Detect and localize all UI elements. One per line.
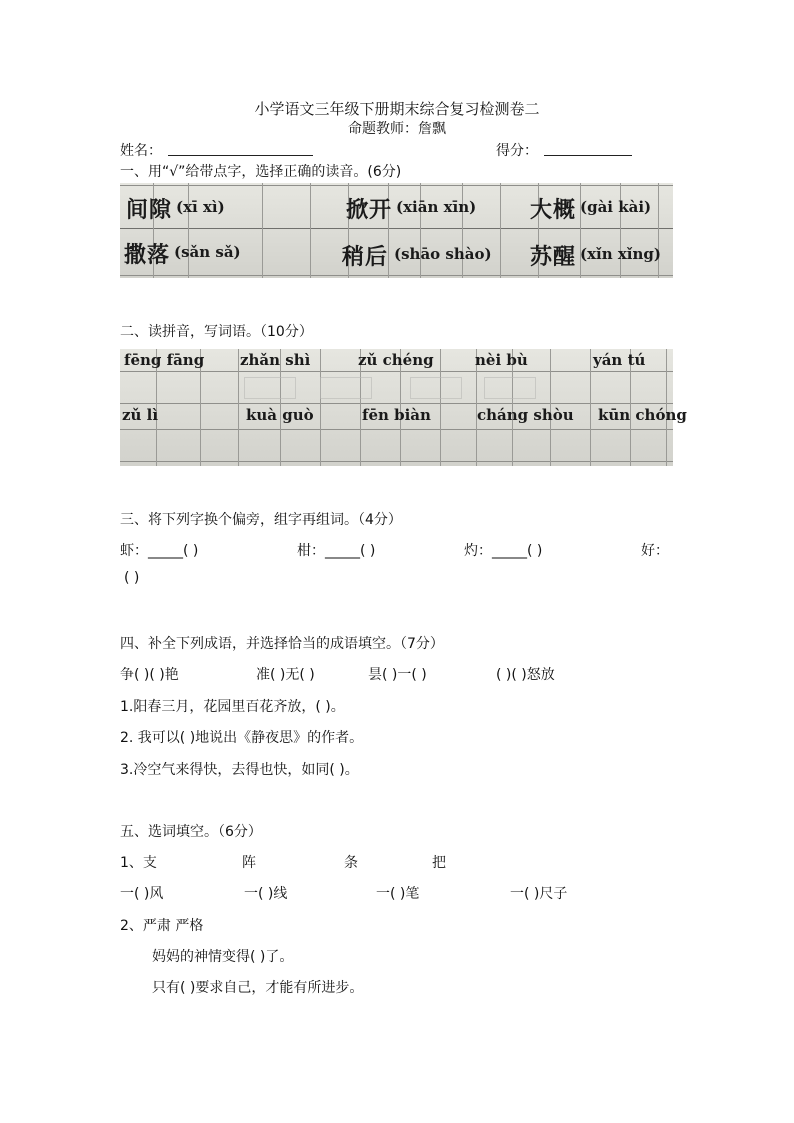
item-label: 虾：	[120, 543, 148, 559]
answer-blank[interactable]: _____	[325, 543, 360, 559]
section-3-heading: 三、将下列字换个偏旁，组字再组词。（4分）	[120, 512, 402, 528]
fill-item-1	[120, 540, 198, 560]
word-choice-4: 把	[432, 855, 446, 871]
word-5-chars: 稍后	[342, 244, 389, 270]
word-pair: 2、严肃 严格	[120, 918, 204, 934]
pinyin-7: kuà guò	[246, 406, 314, 424]
pinyin-3: zǔ chéng	[358, 351, 434, 369]
score-blank[interactable]	[544, 155, 632, 156]
word-2-pinyin: (xiān xīn)	[396, 198, 477, 216]
pinyin-6: zǔ lì	[122, 406, 159, 424]
measure-fill-2[interactable]: 一( )线	[244, 886, 288, 902]
pinyin-8: fēn biàn	[362, 406, 431, 424]
answer-blank[interactable]: _____	[492, 543, 527, 559]
word-choice-3: 条	[344, 855, 358, 871]
question-3[interactable]: 3.冷空气来得快，去得也快，如同( )。	[120, 762, 359, 778]
idiom-4[interactable]: ( )( )怒放	[496, 667, 555, 683]
word-6-pinyin: (xǐn xǐng)	[580, 245, 661, 263]
section-5-heading: 五、选词填空。（6分）	[120, 824, 262, 840]
question-1[interactable]: 1.阳春三月，花园里百花齐放，( )。	[120, 699, 345, 715]
section-1-photo	[120, 183, 673, 278]
idiom-1[interactable]: 争( )( )艳	[120, 667, 179, 683]
word-paren[interactable]: ( )	[527, 543, 543, 559]
measure-fill-3[interactable]: 一( )笔	[376, 886, 420, 902]
idiom-2[interactable]: 准( )无( )	[256, 667, 315, 683]
word-choice-2: 阵	[242, 855, 256, 871]
item-label: 灼：	[464, 543, 492, 559]
answer-blank[interactable]: _____	[148, 543, 183, 559]
pinyin-10: kūn chóng	[598, 406, 687, 424]
section-2-heading: 二、读拼音，写词语。（10分）	[120, 324, 313, 340]
word-4-chars: 撒落	[124, 242, 171, 268]
pinyin-4: nèi bù	[475, 351, 528, 369]
word-3-chars: 大概	[530, 197, 577, 223]
fill-item-3	[464, 540, 542, 560]
word-1-pinyin: (xī xì)	[176, 198, 225, 216]
word-2-chars: 掀开	[346, 197, 393, 223]
measure-fill-4[interactable]: 一( )尺子	[510, 886, 568, 902]
idiom-3[interactable]: 昙( )一( )	[368, 667, 427, 683]
fill-item-2	[297, 540, 375, 560]
score-label: 得分：	[496, 143, 538, 159]
section-2-photo	[120, 349, 687, 466]
word-5-pinyin: (shāo shào)	[394, 245, 492, 263]
section-4-heading: 四、补全下列成语，并选择恰当的成语填空。（7分）	[120, 636, 444, 652]
pinyin-9: cháng shòu	[477, 406, 574, 424]
item-label: 柑：	[297, 543, 325, 559]
page-title: 小学语文三年级下册期末综合复习检测卷二	[254, 100, 540, 118]
name-label: 姓名：	[120, 143, 162, 159]
word-paren[interactable]: ( )	[360, 543, 376, 559]
name-blank[interactable]	[168, 155, 313, 156]
word-3-pinyin: (gài kài)	[580, 198, 652, 216]
pinyin-2: zhǎn shì	[240, 351, 311, 369]
pinyin-5: yán tú	[593, 351, 646, 369]
word-paren[interactable]: ( )	[183, 543, 199, 559]
teacher-line: 命题教师：詹飘	[348, 121, 446, 137]
question-2[interactable]: 2. 我可以( )地说出《静夜思》的作者。	[120, 730, 364, 746]
word-6-chars: 苏醒	[530, 244, 577, 270]
section-1-heading: 一、用“√”给带点字，选择正确的读音。(6分)	[120, 164, 402, 180]
sentence-1[interactable]: 妈妈的神情变得( )了。	[152, 949, 294, 965]
word-choice-label: 1、支	[120, 855, 157, 871]
measure-fill-1[interactable]: 一( )风	[120, 886, 164, 902]
fill-item-4-label: 好：	[641, 543, 669, 559]
fill-item-4-paren[interactable]: ( )	[124, 570, 140, 586]
word-4-pinyin: (sǎn sǎ)	[174, 243, 241, 261]
sentence-2[interactable]: 只有( )要求自己，才能有所进步。	[152, 980, 364, 996]
pinyin-1: fēng fāng	[124, 351, 205, 369]
word-1-chars: 间隙	[126, 197, 173, 223]
